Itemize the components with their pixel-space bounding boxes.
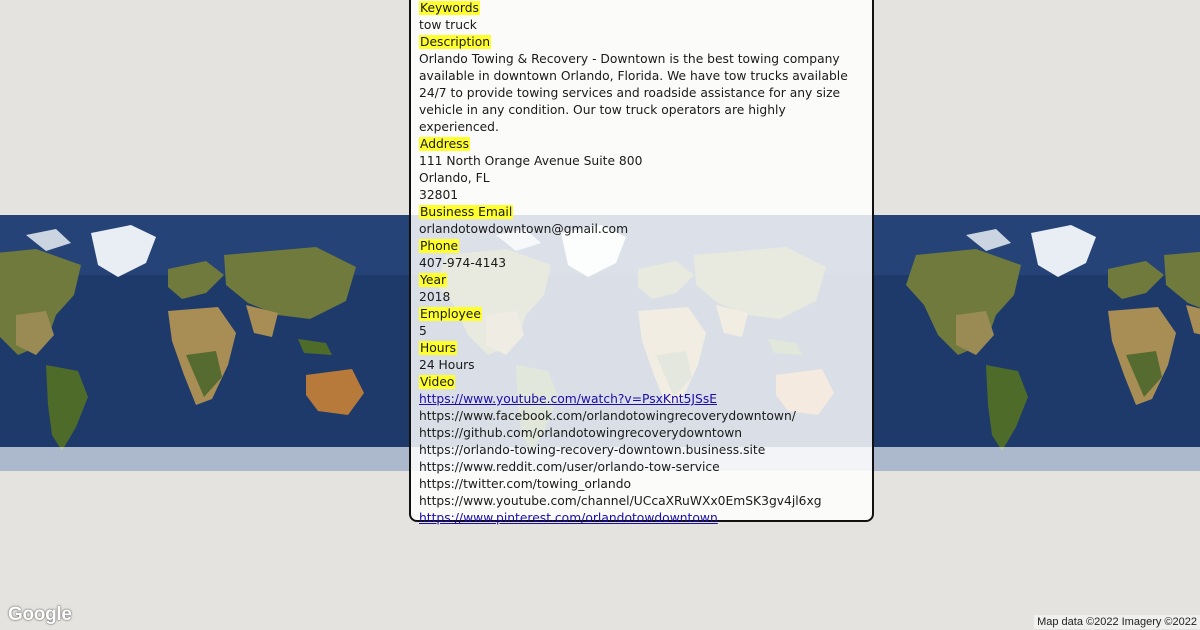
map-tile [846,215,1200,471]
year-value: 2018 [419,290,451,304]
github-url-text: https://github.com/orlandotowingrecoverydowntown [419,426,743,440]
employee-value: 5 [419,324,427,338]
employee-label: Employee [420,307,481,321]
hours-value: 24 Hours [419,358,475,372]
address-line-3: 32801 [419,188,459,202]
year-label: Year [420,273,447,287]
youtube-video-link[interactable]: https://www.youtube.com/watch?v=PsxKnt5JSsE [419,392,717,406]
keywords-label: Keywords [420,1,479,15]
address-label: Address [420,137,469,151]
pinterest-link[interactable]: https://www.pinterest.com/orlandotowdowntown [419,511,718,525]
description-value: Orlando Towing & Recovery - Downtown is the best towing company available in downtown Orlando, Florida. We have tow trucks available 24/7 to provide towing services and roadside assistance for any size vehicle in any condition. Our tow truck operators are highly experienced. [419,52,848,134]
phone-label: Phone [420,239,459,253]
description-label: Description [420,35,491,49]
business-site-url-text: https://orlando-towing-recovery-downtown.business.site [419,443,766,457]
keywords-value: tow truck [419,18,477,32]
email-label: Business Email [420,205,513,219]
video-label: Video [420,375,455,389]
map-info-window [409,0,874,525]
facebook-url-text: https://www.facebook.com/orlandotowingrecoverydowntown/ [419,409,796,423]
phone-value: 407-974-4143 [419,256,507,270]
twitter-url-text: https://twitter.com/towing_orlando [419,477,632,491]
email-value: orlandotowdowntown@gmail.com [419,222,629,236]
address-line-2: Orlando, FL [419,171,490,185]
map-tile [0,215,376,471]
reddit-url-text: https://www.reddit.com/user/orlando-tow-service [419,460,720,474]
map-attribution[interactable]: Map data ©2022 Imagery ©2022 [1034,615,1200,629]
address-line-1: 111 North Orange Avenue Suite 800 [419,154,643,168]
hours-label: Hours [420,341,457,355]
google-logo: Google [8,604,72,625]
youtube-channel-url-text: https://www.youtube.com/channel/UCcaXRuWXx0EmSK3gv4jl6xg [419,494,822,508]
